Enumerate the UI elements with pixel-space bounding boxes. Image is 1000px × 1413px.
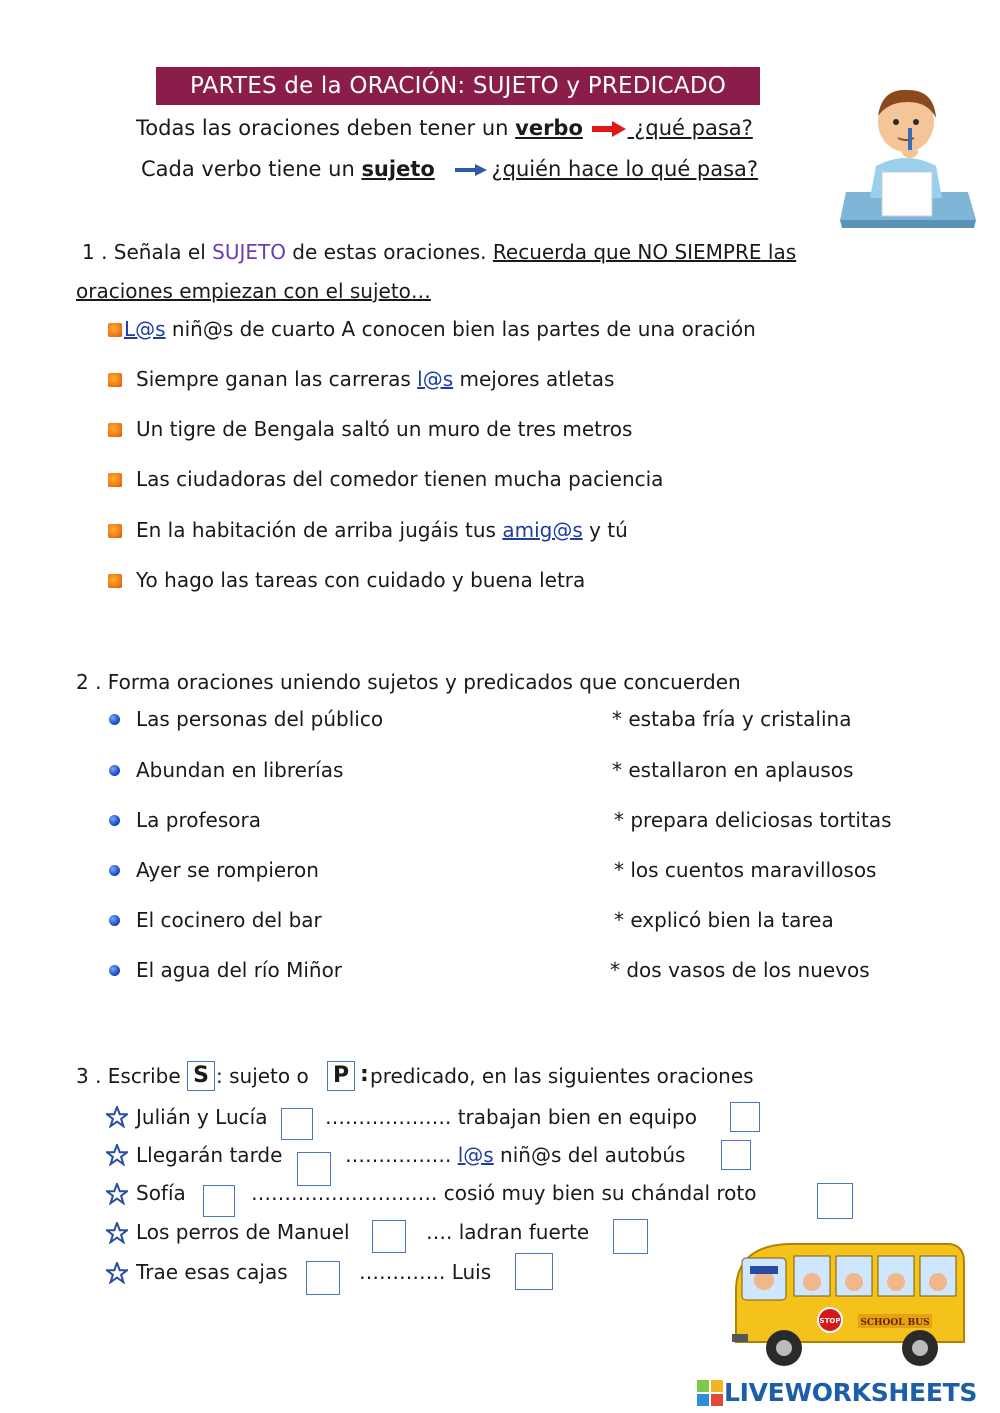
star-bullet-icon bbox=[106, 1144, 128, 1166]
sentence-part: Sofía bbox=[136, 1181, 186, 1205]
intro-line-subject: Cada verbo tiene un sujeto ¿quién hace lo qué pasa? bbox=[141, 157, 759, 181]
predicate-item[interactable]: * estaba fría y cristalina bbox=[612, 707, 852, 731]
list-item: Las ciudadoras del comedor tienen mucha paciencia bbox=[136, 467, 664, 491]
intro-line-verb: Todas las oraciones deben tener un verbo ¿qué pasa? bbox=[136, 116, 753, 140]
orange-bullet-icon bbox=[108, 423, 122, 437]
predicate-item[interactable]: * estallaron en aplausos bbox=[612, 758, 854, 782]
orange-bullet-icon bbox=[108, 323, 122, 337]
predicate-item[interactable]: * explicó bien la tarea bbox=[614, 908, 834, 932]
star-bullet-icon bbox=[106, 1222, 128, 1244]
subject-item[interactable]: El cocinero del bar bbox=[136, 908, 322, 932]
sentence-part: Llegarán tarde bbox=[136, 1143, 283, 1167]
list-item: Yo hago las tareas con cuidado y buena letra bbox=[136, 568, 586, 592]
star-bullet-icon bbox=[106, 1106, 128, 1128]
liveworksheets-icon bbox=[696, 1379, 724, 1407]
answer-box[interactable] bbox=[372, 1220, 406, 1253]
orange-bullet-icon bbox=[108, 473, 122, 487]
subject-item[interactable]: Ayer se rompieron bbox=[136, 858, 319, 882]
star-bullet-icon bbox=[106, 1183, 128, 1205]
star-bullet-icon bbox=[106, 1262, 128, 1284]
list-item: En la habitación de arriba jugáis tus amig@s y tú bbox=[136, 518, 628, 542]
answer-box[interactable] bbox=[281, 1108, 313, 1140]
section2-heading: 2 . Forma oraciones uniendo sujetos y predicados que concuerden bbox=[76, 670, 741, 694]
subject-item[interactable]: La profesora bbox=[136, 808, 261, 832]
liveworksheets-logo: LIVEWORKSHEETS bbox=[696, 1378, 977, 1408]
blue-arrow-icon bbox=[455, 163, 489, 177]
page-title: PARTES de la ORACIÓN: SUJETO y PREDICADO bbox=[156, 67, 760, 105]
subject-item[interactable]: El agua del río Miñor bbox=[136, 958, 343, 982]
predicate-item[interactable]: * los cuentos maravillosos bbox=[614, 858, 877, 882]
answer-box[interactable] bbox=[721, 1140, 751, 1170]
sentence-rest: …. ladran fuerte bbox=[426, 1220, 590, 1244]
blue-bullet-icon bbox=[109, 815, 120, 826]
answer-box[interactable] bbox=[515, 1253, 553, 1290]
sentence-rest: ………………. trabajan bien en equipo bbox=[325, 1105, 697, 1129]
orange-bullet-icon bbox=[108, 574, 122, 588]
svg-text:STOP: STOP bbox=[819, 1317, 841, 1325]
sentence-rest: ………………………. cosió muy bien su chándal roto bbox=[251, 1181, 757, 1205]
sentence-rest: …………. Luis bbox=[359, 1260, 492, 1284]
blue-bullet-icon bbox=[109, 865, 120, 876]
blue-bullet-icon bbox=[109, 965, 120, 976]
predicate-letter-box: P bbox=[327, 1061, 355, 1091]
orange-bullet-icon bbox=[108, 524, 122, 538]
sentence-part: Julián y Lucía bbox=[136, 1105, 268, 1129]
subject-letter-box: S bbox=[187, 1061, 215, 1091]
answer-box[interactable] bbox=[203, 1185, 235, 1217]
colon: : bbox=[360, 1062, 369, 1087]
blue-bullet-icon bbox=[109, 765, 120, 776]
orange-bullet-icon bbox=[108, 373, 122, 387]
sentence-rest: ……………. l@s niñ@s del autobús bbox=[345, 1143, 686, 1167]
thinking-boy-illustration bbox=[838, 80, 978, 232]
predicate-item[interactable]: * prepara deliciosas tortitas bbox=[614, 808, 892, 832]
predicate-item[interactable]: * dos vasos de los nuevos bbox=[610, 958, 870, 982]
section3-heading-pre: 3 . Escribe bbox=[76, 1064, 181, 1088]
svg-text:SCHOOL BUS: SCHOOL BUS bbox=[860, 1318, 930, 1328]
sentence-part: Trae esas cajas bbox=[136, 1260, 288, 1284]
section1-note: oraciones empiezan con el sujeto… bbox=[76, 279, 431, 303]
subject-item[interactable]: Abundan en librerías bbox=[136, 758, 344, 782]
section3-heading-post: predicado, en las siguientes oraciones bbox=[370, 1064, 754, 1088]
sentence-part: Los perros de Manuel bbox=[136, 1220, 350, 1244]
blue-bullet-icon bbox=[109, 915, 120, 926]
list-item: Un tigre de Bengala saltó un muro de tres metros bbox=[136, 417, 633, 441]
list-item: Siempre ganan las carreras l@s mejores atletas bbox=[136, 367, 615, 391]
answer-box[interactable] bbox=[306, 1261, 340, 1295]
list-item: L@s niñ@s de cuarto A conocen bien las partes de una oración bbox=[124, 317, 756, 341]
blue-bullet-icon bbox=[109, 714, 120, 725]
school-bus-illustration bbox=[728, 1238, 968, 1373]
answer-box[interactable] bbox=[613, 1219, 648, 1254]
subject-item[interactable]: Las personas del público bbox=[136, 707, 384, 731]
answer-box[interactable] bbox=[730, 1102, 760, 1132]
section1-heading: 1 . Señala el SUJETO de estas oraciones. Recuerda que NO SIEMPRE las bbox=[82, 240, 797, 264]
answer-box[interactable] bbox=[817, 1183, 853, 1219]
section3-heading-mid: : sujeto o bbox=[216, 1064, 309, 1088]
red-arrow-icon bbox=[592, 121, 626, 137]
